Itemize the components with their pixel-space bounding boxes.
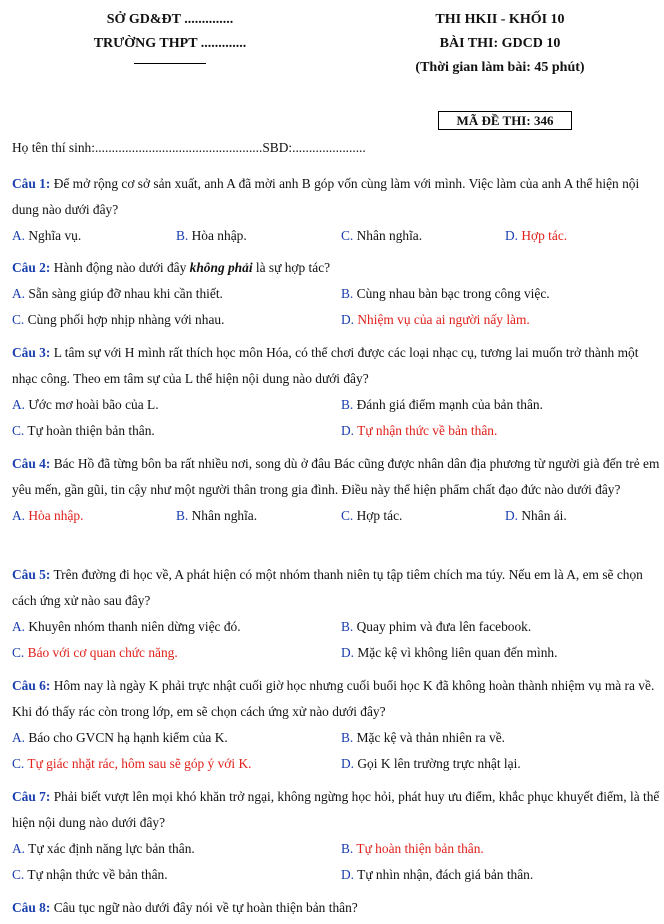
question-number: Câu 4: xyxy=(12,456,51,471)
question-2 xyxy=(12,255,660,333)
option-letter: D. xyxy=(505,228,519,243)
option-b[interactable] xyxy=(341,614,531,640)
option-b[interactable] xyxy=(341,281,550,307)
option-letter: D. xyxy=(341,645,355,660)
option-a[interactable] xyxy=(12,725,228,751)
option-a[interactable] xyxy=(12,503,83,529)
header-left xyxy=(60,8,280,64)
option-letter: A. xyxy=(12,841,26,856)
option-letter: A. xyxy=(12,508,26,523)
question-stem: Để mở rộng cơ sở sản xuất, anh A đã mời anh B góp vốn cùng làm với mình. Việc làm của anh A thể hiện nội dung nào dưới đây? xyxy=(12,176,640,217)
question-number: Câu 2: xyxy=(12,260,51,275)
option-letter: B. xyxy=(341,841,354,856)
option-text: Tự xác định năng lực bản thân. xyxy=(28,841,195,856)
school-label: TRƯỜNG THPT ............. xyxy=(93,36,247,51)
question-stem-end: là sự hợp tác? xyxy=(255,260,331,275)
option-text: Mặc kệ và thản nhiên ra về. xyxy=(356,730,505,745)
options-row xyxy=(12,392,660,418)
question-6 xyxy=(12,673,660,777)
option-letter: B. xyxy=(176,228,189,243)
header-right xyxy=(380,8,620,80)
option-b[interactable] xyxy=(176,503,257,529)
option-text: Hợp tác. xyxy=(356,508,403,523)
option-letter: D. xyxy=(341,867,355,882)
option-text-correct: Tự nhận thức về bản thân. xyxy=(357,423,498,438)
question-number: Câu 6: xyxy=(12,678,51,693)
header-divider xyxy=(134,63,206,64)
question-number: Câu 5: xyxy=(12,567,51,582)
candidate-info-line: Họ tên thí sinh:..................................................SBD:...................... xyxy=(12,140,366,155)
option-text: Nhân nghĩa. xyxy=(356,228,423,243)
option-text: Sẵn sàng giúp đỡ nhau khi cần thiết. xyxy=(28,286,223,301)
option-text: Báo cho GVCN hạ hạnh kiểm của K. xyxy=(28,730,228,745)
option-a[interactable] xyxy=(12,392,159,418)
option-text: Nhân nghĩa. xyxy=(191,508,258,523)
question-stem-start: Hành động nào dưới đây xyxy=(53,260,187,275)
question-stem: L tâm sự với H mình rất thích học môn Hóa, có thể chơi được các loại nhạc cụ, tương lai muốn trở thành một nhạc công. Theo em tâm sự của L thể hiện nội dung nào dưới đây? xyxy=(12,345,639,386)
question-5 xyxy=(12,562,660,666)
question-stem-emphasis: không phải xyxy=(189,260,253,275)
option-b[interactable] xyxy=(341,725,505,751)
option-text-correct: Báo với cơ quan chức năng. xyxy=(27,645,178,660)
option-letter: A. xyxy=(12,228,26,243)
option-text: Ước mơ hoài bão của L. xyxy=(28,397,159,412)
option-d[interactable] xyxy=(341,862,533,888)
options-row xyxy=(12,614,660,640)
question-stem: Trên đường đi học về, A phát hiện có một nhóm thanh niên tụ tập tiêm chích ma túy. Nếu em là A, em sẽ chọn cách ứng xử nào sau đây? xyxy=(12,567,643,608)
options-row xyxy=(12,751,660,777)
option-text: Đánh giá điểm mạnh của bản thân. xyxy=(356,397,543,412)
option-d[interactable] xyxy=(341,751,521,777)
option-letter: C. xyxy=(12,756,25,771)
option-c[interactable] xyxy=(341,223,422,249)
question-stem: Phải biết vượt lên mọi khó khăn trở ngại, không ngừng học hỏi, phát huy ưu điểm, khắc phục khuyết điểm, là thể hiện nội dung nào dưới đây? xyxy=(12,789,660,830)
option-text: Hòa nhập. xyxy=(191,228,247,243)
option-text: Tự nhận thức về bản thân. xyxy=(27,867,168,882)
question-stem: Câu tục ngữ nào dưới đây nói về tự hoàn thiện bản thân? xyxy=(53,900,358,915)
option-letter: C. xyxy=(341,508,354,523)
exam-term-label: THI HKII - KHỐI 10 xyxy=(435,12,565,27)
options-row xyxy=(12,418,660,444)
option-letter: D. xyxy=(341,756,355,771)
option-c[interactable] xyxy=(341,503,402,529)
option-letter: C. xyxy=(341,228,354,243)
option-letter: C. xyxy=(12,423,25,438)
option-c[interactable] xyxy=(12,418,155,444)
option-text-correct: Tự hoàn thiện bản thân. xyxy=(356,841,484,856)
exam-code-box: MÃ ĐỀ THI: 346 xyxy=(438,111,572,130)
option-a[interactable] xyxy=(12,836,195,862)
option-letter: B. xyxy=(341,286,354,301)
option-text: Nhân ái. xyxy=(521,508,567,523)
options-row xyxy=(12,281,660,307)
exam-duration-label: (Thời gian làm bài: 45 phút) xyxy=(415,60,585,75)
option-letter: B. xyxy=(176,508,189,523)
option-letter: B. xyxy=(341,730,354,745)
option-text: Nghĩa vụ. xyxy=(28,228,82,243)
option-d[interactable] xyxy=(341,418,497,444)
question-8 xyxy=(12,895,660,921)
department-label: SỞ GD&ĐT .............. xyxy=(106,12,234,27)
option-b[interactable] xyxy=(176,223,247,249)
question-4 xyxy=(12,451,660,529)
question-1 xyxy=(12,171,660,249)
option-b[interactable] xyxy=(341,836,484,862)
options-row xyxy=(12,640,660,666)
option-letter: C. xyxy=(12,867,25,882)
question-7 xyxy=(12,784,660,888)
option-text: Cùng phối hợp nhịp nhàng với nhau. xyxy=(27,312,225,327)
option-letter: B. xyxy=(341,619,354,634)
option-text-correct: Nhiệm vụ của ai người nấy làm. xyxy=(357,312,530,327)
option-c[interactable] xyxy=(12,307,224,333)
option-a[interactable] xyxy=(12,614,241,640)
question-number: Câu 8: xyxy=(12,900,51,915)
question-number: Câu 1: xyxy=(12,176,51,191)
option-letter: B. xyxy=(341,397,354,412)
option-text: Mặc kệ vì không liên quan đến mình. xyxy=(357,645,558,660)
option-letter: C. xyxy=(12,312,25,327)
option-a[interactable] xyxy=(12,223,81,249)
option-letter: D. xyxy=(505,508,519,523)
options-row xyxy=(12,223,660,249)
options-row xyxy=(12,307,660,333)
option-c[interactable] xyxy=(12,751,251,777)
option-text-correct: Hợp tác. xyxy=(521,228,568,243)
option-letter: A. xyxy=(12,397,26,412)
option-letter: A. xyxy=(12,619,26,634)
option-a[interactable] xyxy=(12,281,223,307)
question-stem: Bác Hồ đã từng bôn ba rất nhiều nơi, song dù ở đâu Bác cũng được nhân dân địa phương từ người già đến trẻ em yêu mến, gần gũi, tin cậy như một người thân trong gia đình. Điều này thể hiện phẩm chất đạo đức nào dưới đây? xyxy=(12,456,660,497)
question-3 xyxy=(12,340,660,444)
option-text: Quay phim và đưa lên facebook. xyxy=(356,619,532,634)
option-d[interactable] xyxy=(341,307,530,333)
question-number: Câu 3: xyxy=(12,345,51,360)
option-text: Tự nhìn nhận, đách giá bản thân. xyxy=(357,867,534,882)
option-d[interactable] xyxy=(505,223,567,249)
options-row xyxy=(12,862,660,888)
option-text: Khuyên nhóm thanh niên dừng việc đó. xyxy=(28,619,241,634)
option-text: Cùng nhau bàn bạc trong công việc. xyxy=(356,286,550,301)
option-d[interactable] xyxy=(341,640,557,666)
options-row xyxy=(12,836,660,862)
question-number: Câu 7: xyxy=(12,789,51,804)
options-row xyxy=(12,725,660,751)
option-letter: C. xyxy=(12,645,25,660)
option-d[interactable] xyxy=(505,503,567,529)
option-c[interactable] xyxy=(12,862,168,888)
option-c[interactable] xyxy=(12,640,178,666)
option-b[interactable] xyxy=(341,392,543,418)
options-row xyxy=(12,503,660,529)
option-text-correct: Tự giác nhặt rác, hôm sau sẽ góp ý với K. xyxy=(27,756,252,771)
option-letter: A. xyxy=(12,286,26,301)
option-text: Gọi K lên trường trực nhật lại. xyxy=(357,756,521,771)
question-stem: Hôm nay là ngày K phải trực nhật cuối giờ học nhưng cuối buổi học K đã không hoàn thành nhiệm vụ mà ra về. Khi đó thấy rác còn trong lớp, em sẽ chọn cách ứng xử nào dưới đây? xyxy=(12,678,655,719)
option-letter: D. xyxy=(341,312,355,327)
option-text-correct: Hòa nhập. xyxy=(28,508,84,523)
option-letter: A. xyxy=(12,730,26,745)
option-text: Tự hoàn thiện bản thân. xyxy=(27,423,155,438)
exam-subject-label: BÀI THI: GDCD 10 xyxy=(439,36,561,51)
option-letter: D. xyxy=(341,423,355,438)
